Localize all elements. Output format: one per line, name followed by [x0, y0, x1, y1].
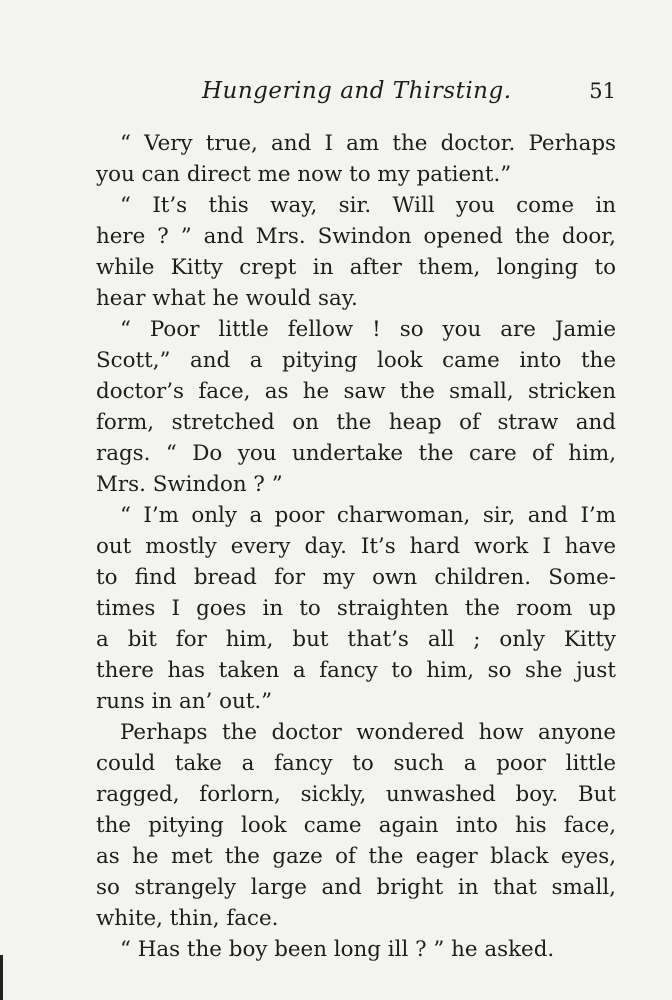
text-line: Perhaps the doctor wondered how anyone [120, 720, 616, 745]
text-line: runs in an’ out.” [96, 689, 273, 714]
text-line: “ Very true, and I am the doctor. Perhaps [120, 131, 616, 156]
paragraph [96, 314, 616, 500]
text-line: white, thin, face. [96, 906, 279, 931]
paragraph [96, 500, 616, 717]
text-line: ragged, forlorn, sickly, unwashed boy. But [96, 782, 616, 807]
text-line: “ Has the boy been long ill ? ” he asked. [120, 937, 555, 962]
text-line: you can direct me now to my patient.” [96, 162, 512, 187]
text-line: to find bread for my own children. Some- [96, 565, 616, 590]
text-line: “ I’m only a poor charwoman, sir, and I’m [120, 503, 616, 528]
page-edge-mark [0, 955, 3, 1000]
text-line: hear what he would say. [96, 286, 358, 311]
paragraph [96, 190, 616, 314]
paragraph [96, 128, 616, 190]
text-line: there has taken a fancy to him, so she just [96, 658, 616, 683]
text-line: Scott,” and a pitying look came into the [96, 348, 616, 373]
running-title: Hungering and Thirsting. [202, 78, 512, 104]
text-line: so strangely large and bright in that small, [96, 875, 616, 900]
text-line: here ? ” and Mrs. Swindon opened the door, [96, 224, 616, 249]
text-line: as he met the gaze of the eager black eyes, [96, 844, 616, 869]
text-line: doctor’s face, as he saw the small, stricken [96, 379, 616, 404]
paragraph [96, 717, 616, 934]
text-line: form, stretched on the heap of straw and [96, 410, 616, 435]
text-line: “ Poor little fellow ! so you are Jamie [120, 317, 616, 342]
text-line: a bit for him, but that’s all ; only Kitty [96, 627, 616, 652]
text-body [96, 128, 616, 965]
page-number: 51 [589, 79, 616, 103]
text-line: “ It’s this way, sir. Will you come in [120, 193, 616, 218]
text-line: while Kitty crept in after them, longing to [96, 255, 616, 280]
text-line: the pitying look came again into his face, [96, 813, 616, 838]
text-line: Mrs. Swindon ? ” [96, 472, 283, 497]
paragraph [96, 934, 616, 965]
text-line: times I goes in to straighten the room up [96, 596, 616, 621]
text-line: could take a fancy to such a poor little [96, 751, 616, 776]
running-head [96, 76, 616, 108]
text-line: out mostly every day. It’s hard work I have [96, 534, 616, 559]
text-line: rags. “ Do you undertake the care of him, [96, 441, 616, 466]
